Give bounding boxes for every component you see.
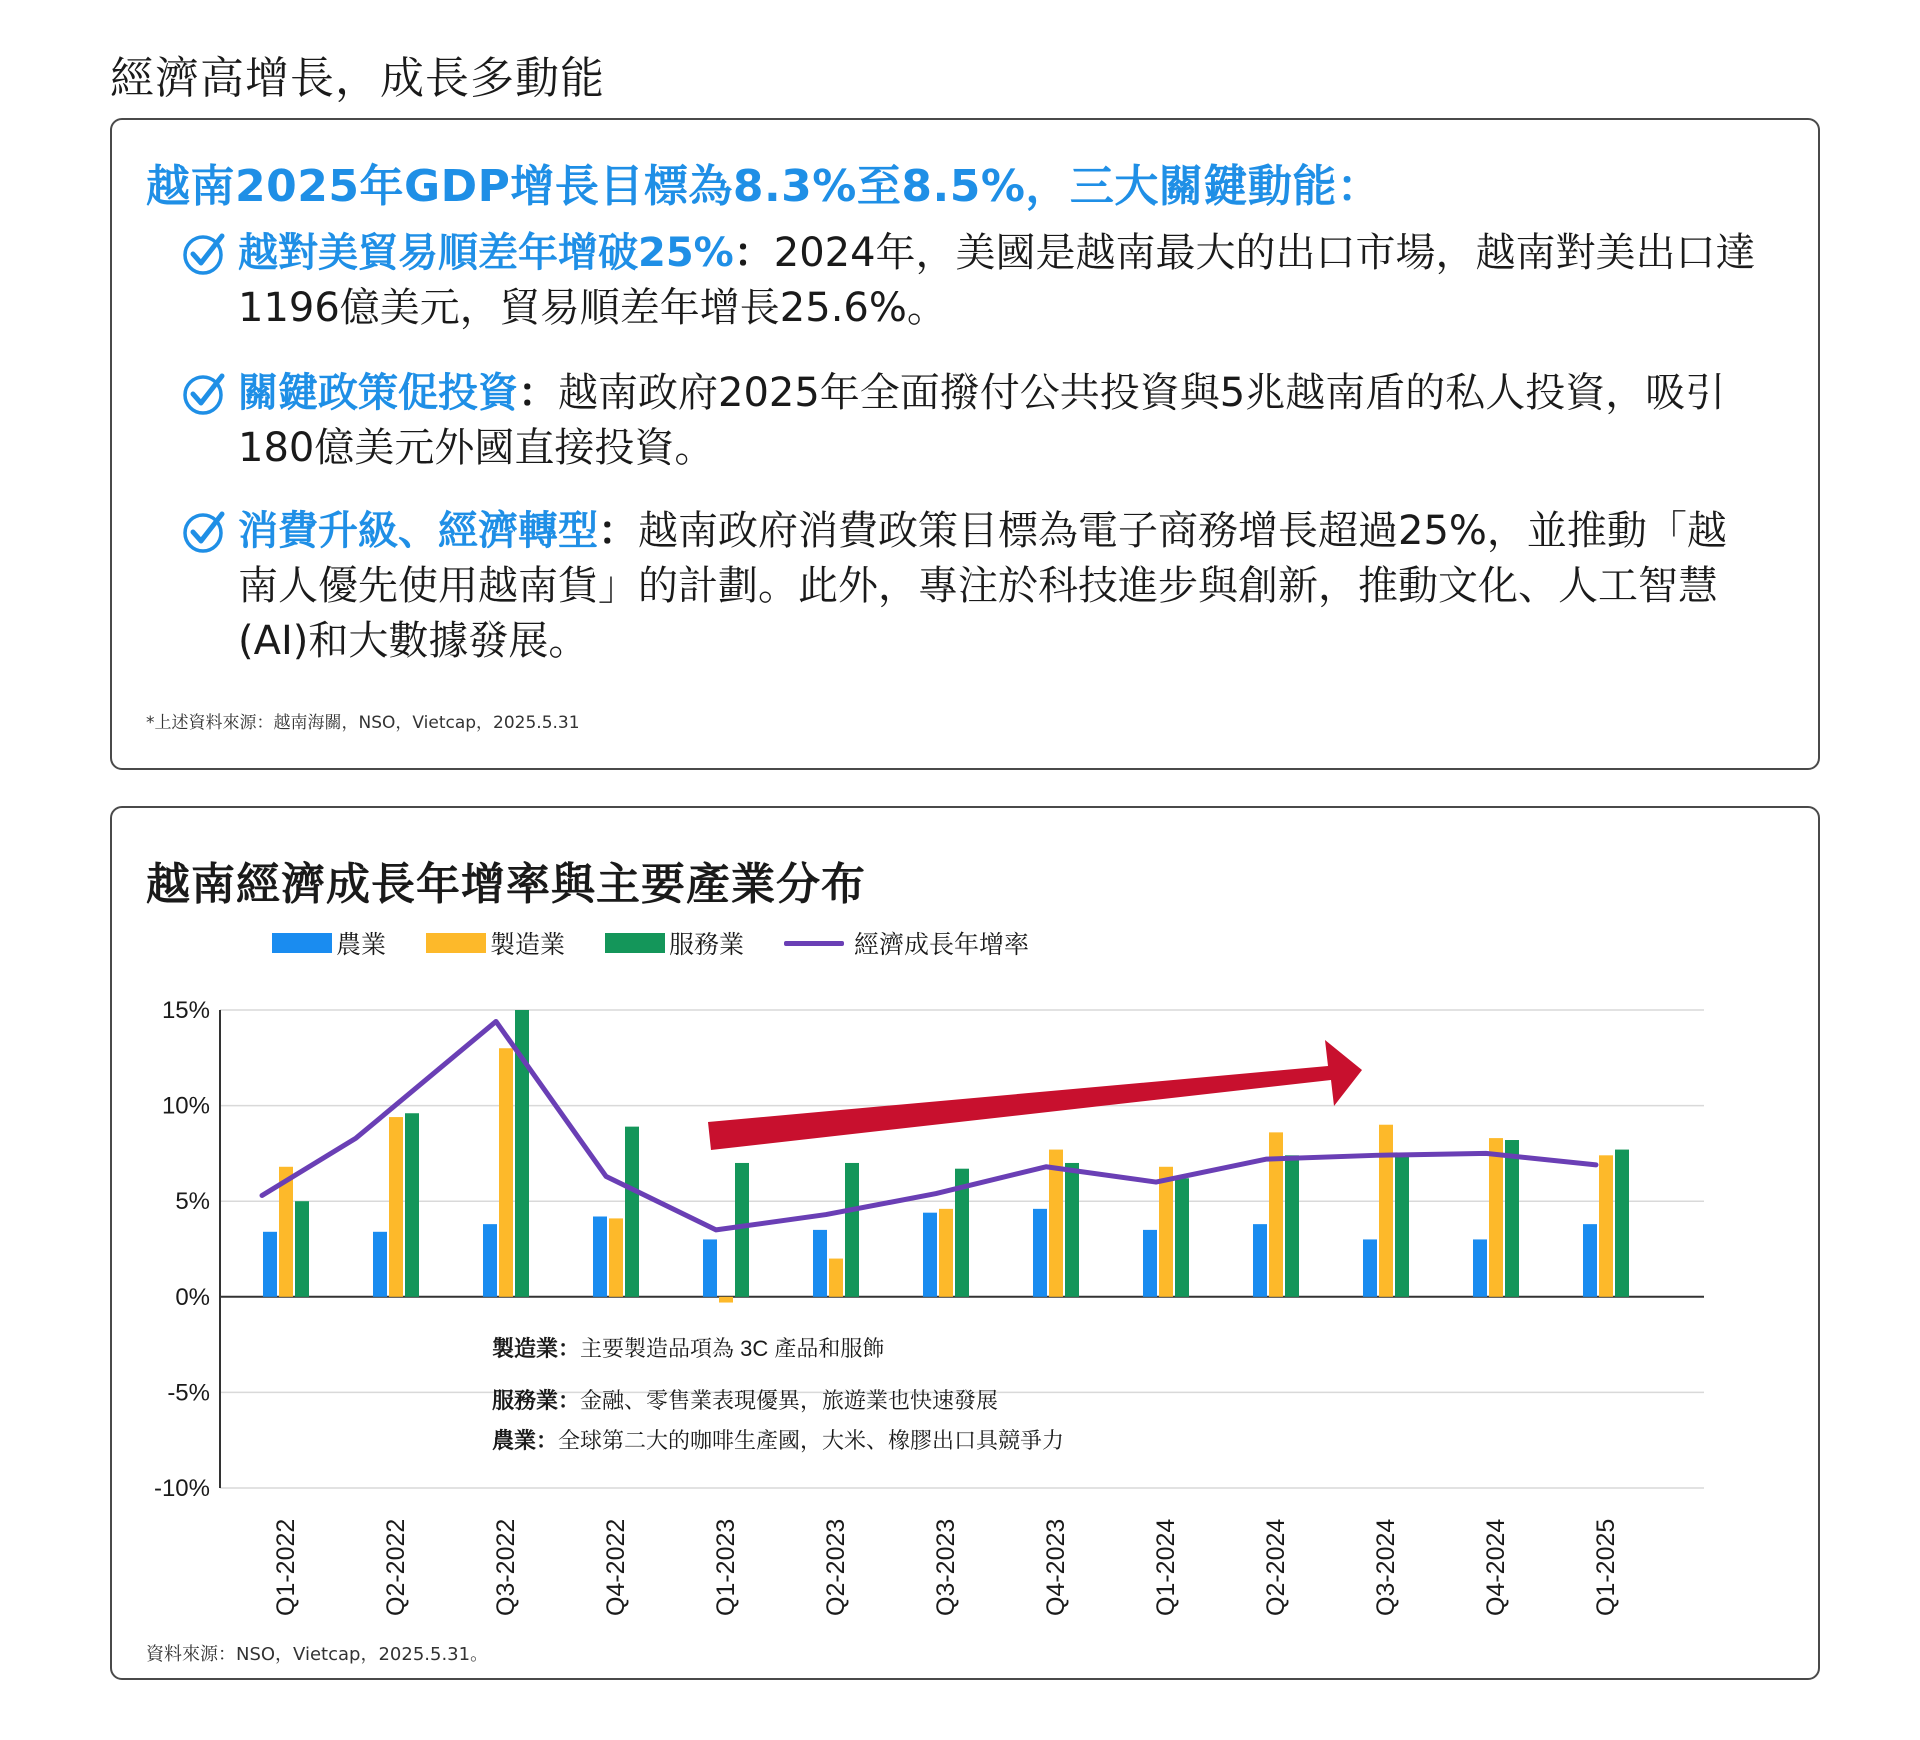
bar-agriculture	[373, 1232, 387, 1297]
x-tick-label: Q4-2023	[1042, 1518, 1070, 1616]
gdp-growth-point	[495, 1020, 498, 1023]
y-tick-label: 0%	[175, 1283, 210, 1311]
bullet-keyword: 關鍵政策促投資	[238, 370, 518, 416]
bullet-keyword: 消費升級、經濟轉型	[238, 508, 598, 554]
bar-agriculture	[483, 1224, 497, 1297]
legend-label: 服務業	[669, 930, 745, 959]
annotation-text: 服務業：金融、零售業表現優異，旅遊業也快速發展	[492, 1388, 999, 1413]
check-circle-icon	[182, 230, 228, 276]
x-tick-label: Q1-2025	[1592, 1518, 1620, 1616]
gdp-growth-point	[1045, 1165, 1048, 1168]
bar-agriculture	[1473, 1239, 1487, 1296]
chart-title: 越南經濟成長年增率與主要產業分布	[146, 859, 866, 910]
gdp-growth-point	[1595, 1163, 1598, 1166]
bar-manufacturing	[1159, 1167, 1173, 1297]
bar-services	[1615, 1150, 1629, 1297]
chart-plot	[112, 808, 1818, 1678]
gdp-growth-point	[355, 1137, 358, 1140]
bar-services	[1395, 1153, 1409, 1296]
summary-headline: 越南2025年GDP增長目標為8.3%至8.5%，三大關鍵動能：	[146, 161, 1382, 212]
bar-agriculture	[923, 1213, 937, 1297]
annotation-text: 農業：全球第二大的咖啡生產國，大米、橡膠出口具競爭力	[492, 1428, 1065, 1453]
bar-manufacturing	[1049, 1150, 1063, 1297]
bar-manufacturing	[609, 1218, 623, 1296]
x-tick-label: Q2-2024	[1262, 1518, 1290, 1616]
legend-label: 經濟成長年增率	[854, 930, 1030, 959]
y-tick-label: 5%	[175, 1188, 210, 1216]
x-tick-label: Q2-2022	[382, 1518, 410, 1616]
x-tick-label: Q1-2024	[1152, 1518, 1180, 1616]
x-tick-label: Q4-2024	[1482, 1518, 1510, 1616]
bar-agriculture	[703, 1239, 717, 1296]
page-title: 經濟高增長，成長多動能	[110, 53, 605, 104]
check-circle-icon	[182, 370, 228, 416]
gdp-growth-point	[1485, 1152, 1488, 1155]
y-tick-label: -10%	[153, 1475, 210, 1502]
bullet-consumption	[182, 504, 1762, 669]
x-tick-label: Q3-2023	[932, 1518, 960, 1616]
trend-arrow-icon	[708, 1040, 1362, 1150]
bar-services	[1065, 1163, 1079, 1297]
bullet-text: 關鍵政策促投資：越南政府2025年全面撥付公共投資與5兆越南盾的私人投資，吸引180億美元外國直接投資。	[238, 370, 1726, 471]
gdp-growth-point	[1375, 1154, 1378, 1157]
bar-services	[405, 1113, 419, 1297]
bullet-body: 越南政府消費政策目標為電子商務增長超過25%，並推動「越南人優先使用越南貨」的計劃。此外，專注於科技進步與創新，推動文化、人工智慧(AI)和大數據發展。	[238, 508, 1727, 664]
chart-card	[110, 806, 1820, 1680]
bullet-text: 消費升級、經濟轉型：越南政府消費政策目標為電子商務增長超過25%，並推動「越南人優先使用越南貨」的計劃。此外，專注於科技進步與創新，推動文化、人工智慧(AI)和大數據發展。	[238, 508, 1727, 664]
x-tick-label: Q4-2022	[602, 1518, 630, 1616]
bar-agriculture	[1583, 1224, 1597, 1297]
x-tick-label: Q1-2022	[272, 1518, 300, 1616]
check-circle-icon	[182, 508, 228, 554]
bar-services	[1175, 1178, 1189, 1297]
bar-manufacturing	[719, 1297, 733, 1303]
bullet-text: 越對美貿易順差年增破25%：2024年，美國是越南最大的出口市場，越南對美出口達1196億美元，貿易順差年增長25.6%。	[238, 230, 1756, 331]
gdp-growth-point	[261, 1194, 264, 1197]
bar-agriculture	[1253, 1224, 1267, 1297]
gdp-growth-point	[1265, 1158, 1268, 1161]
bar-agriculture	[1363, 1239, 1377, 1296]
bar-agriculture	[263, 1232, 277, 1297]
bar-services	[1285, 1155, 1299, 1296]
bar-manufacturing	[1379, 1125, 1393, 1297]
annotation-text: 製造業：主要製造品項為 3C 產品和服飾	[492, 1336, 885, 1361]
gdp-growth-point	[1155, 1181, 1158, 1184]
bar-services	[625, 1127, 639, 1297]
summary-footnote: *上述資料來源：越南海關，NSO，Vietcap，2025.5.31	[146, 713, 580, 733]
bar-agriculture	[593, 1216, 607, 1296]
x-tick-label: Q2-2023	[822, 1518, 850, 1616]
x-tick-label: Q3-2022	[492, 1518, 520, 1616]
bar-manufacturing	[499, 1048, 513, 1297]
x-tick-label: Q1-2023	[712, 1518, 740, 1616]
bullet-trade-surplus	[182, 226, 1762, 336]
gdp-growth-point	[935, 1192, 938, 1195]
summary-card	[110, 118, 1820, 770]
y-tick-label: 10%	[161, 1092, 210, 1120]
bar-services	[845, 1163, 859, 1297]
gdp-growth-point	[825, 1213, 828, 1216]
x-tick-label: Q3-2024	[1372, 1518, 1400, 1616]
bar-manufacturing	[939, 1209, 953, 1297]
legend-label: 製造業	[490, 930, 566, 959]
bar-manufacturing	[1489, 1138, 1503, 1297]
y-tick-label: -5%	[167, 1379, 210, 1407]
bullet-investment	[182, 366, 1762, 476]
bar-agriculture	[1143, 1230, 1157, 1297]
bar-services	[1505, 1140, 1519, 1297]
gdp-growth-point	[605, 1175, 608, 1178]
y-tick-label: 15%	[161, 997, 210, 1024]
bar-agriculture	[1033, 1209, 1047, 1297]
gdp-growth-point	[715, 1228, 718, 1231]
bar-manufacturing	[1599, 1155, 1613, 1296]
bar-manufacturing	[829, 1259, 843, 1297]
bar-services	[295, 1201, 309, 1297]
bar-manufacturing	[389, 1117, 403, 1297]
bar-agriculture	[813, 1230, 827, 1297]
chart-source: 資料來源：NSO，Vietcap，2025.5.31。	[146, 1644, 489, 1665]
legend-label: 農業	[336, 930, 387, 959]
bullet-body: 2024年，美國是越南最大的出口市場，越南對美出口達1196億美元，貿易順差年增長25.6%。	[238, 230, 1756, 331]
bullet-body: 越南政府2025年全面撥付公共投資與5兆越南盾的私人投資，吸引180億美元外國直接投資。	[238, 370, 1726, 471]
bar-services	[735, 1163, 749, 1297]
bullet-keyword: 越對美貿易順差年增破25%	[238, 230, 734, 276]
